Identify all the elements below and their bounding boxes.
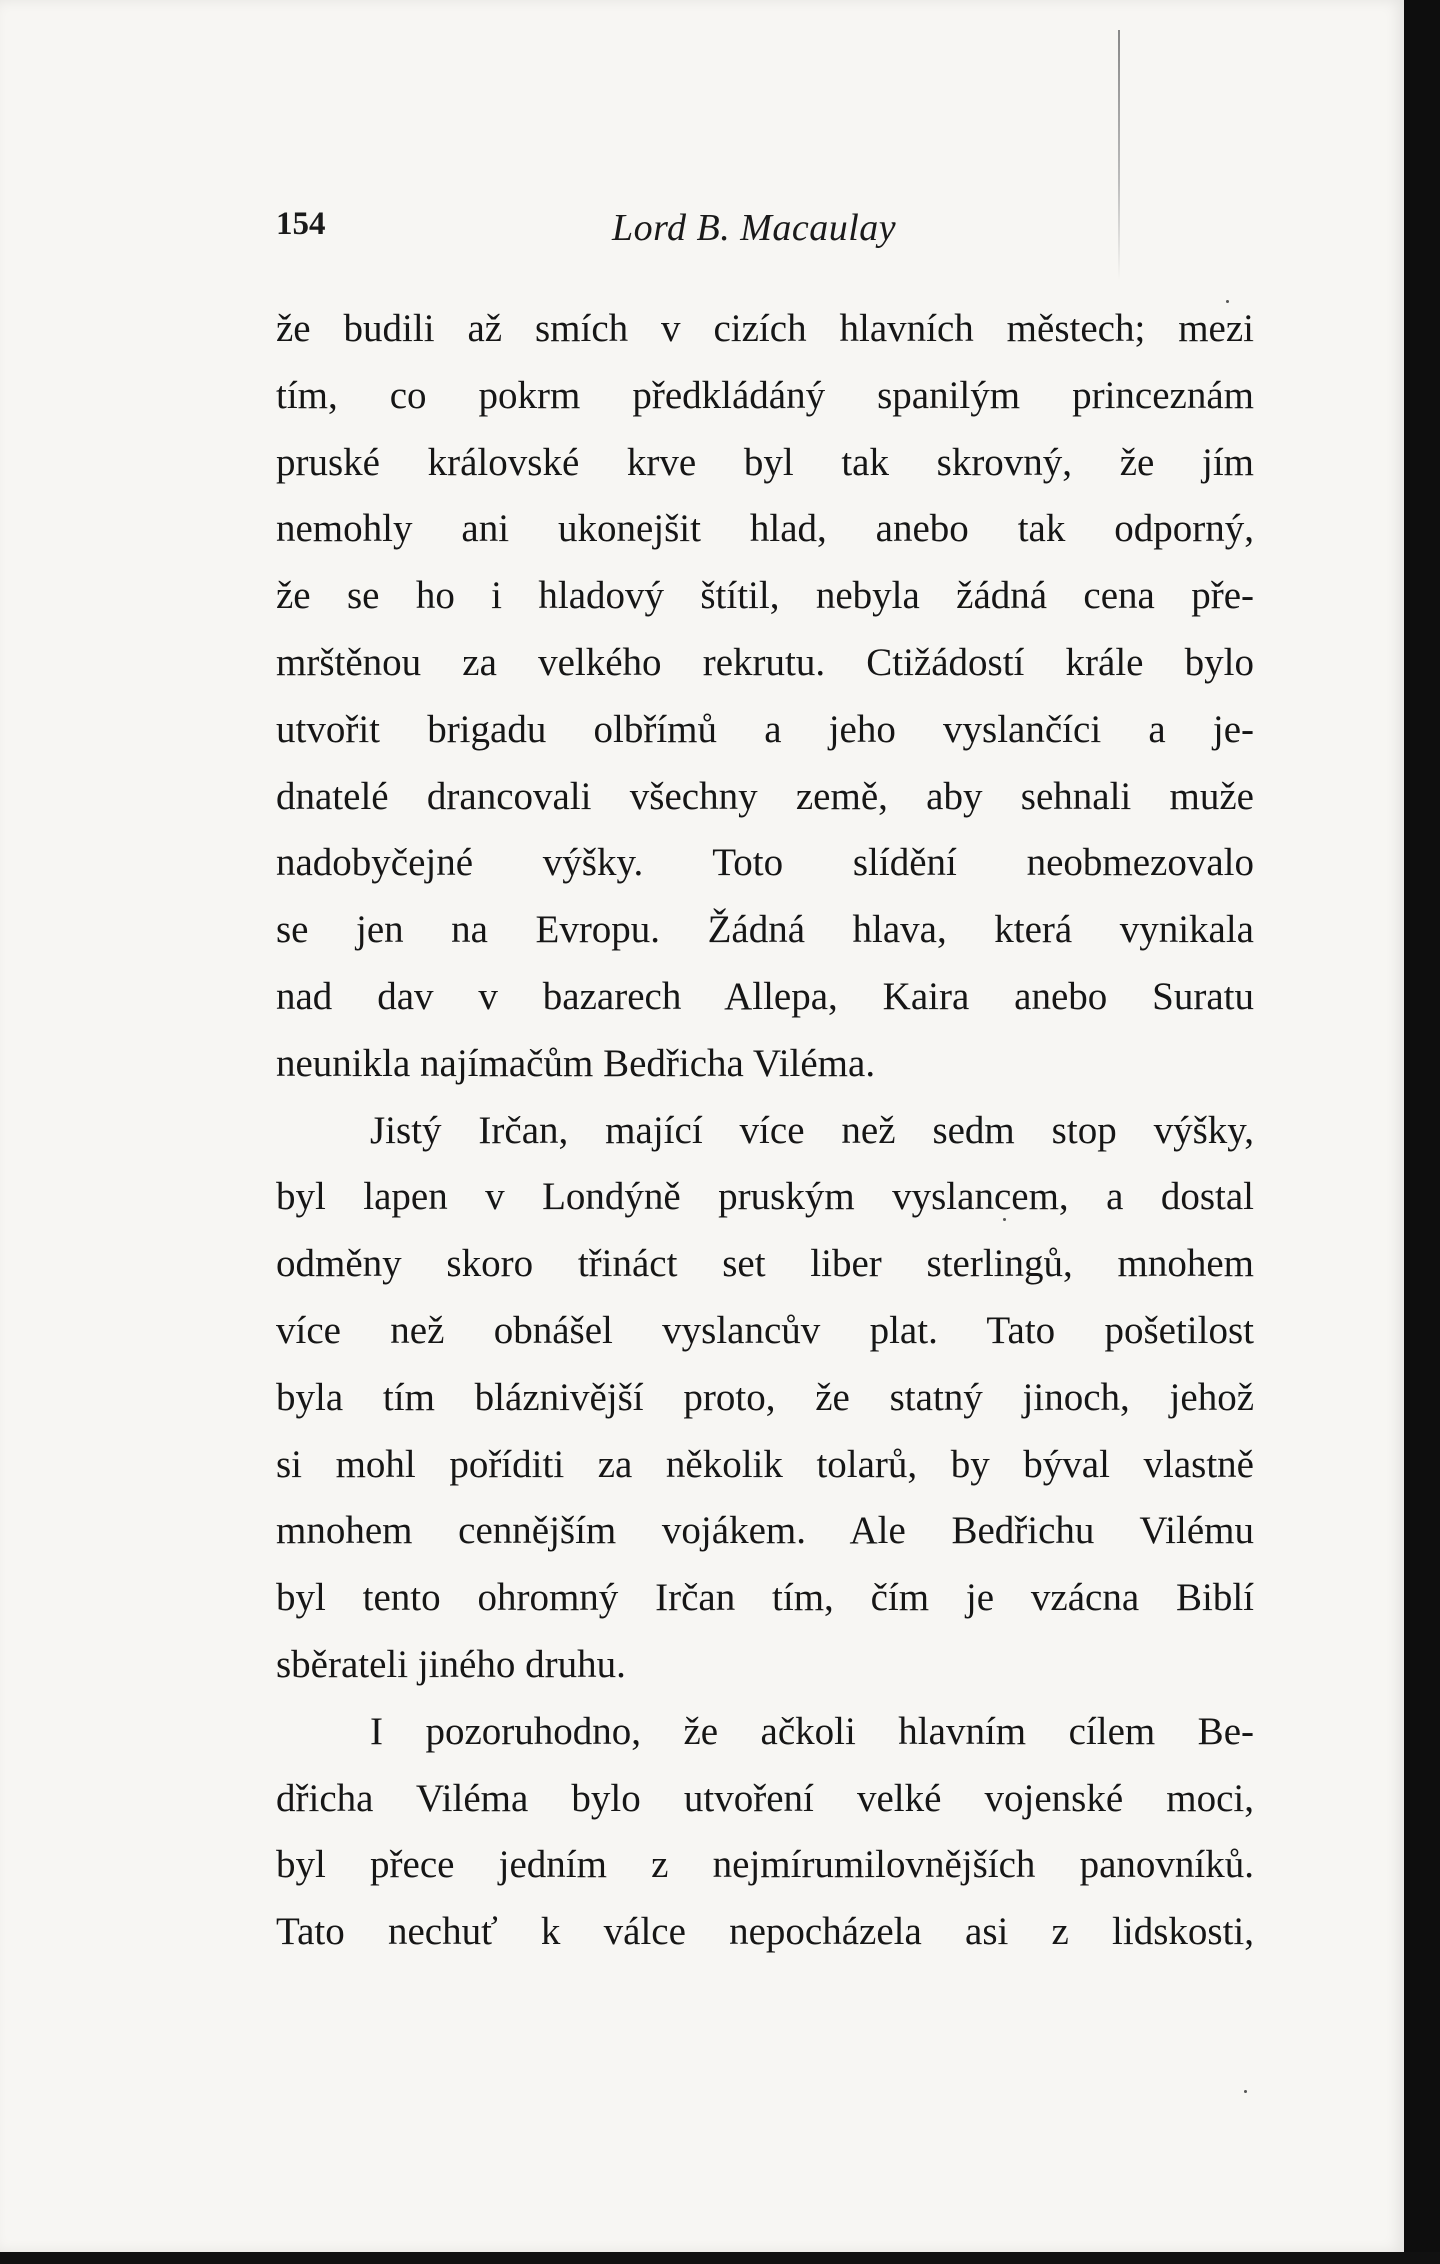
text-line: nadobyčejné výšky. Toto slídění neobmezovalo bbox=[276, 841, 1254, 885]
text-line: si mohl poříditi za několik tolarů, by býval vlastně bbox=[276, 1442, 1254, 1486]
scan-edge-right bbox=[1404, 0, 1440, 2264]
text-line: pruské královské krve byl tak skrovný, že jím bbox=[276, 440, 1254, 484]
text-line: nad dav v bazarech Allepa, Kaira anebo Suratu bbox=[276, 974, 1254, 1018]
text-line: byl přece jedním z nejmírumilovnějších panovníků. bbox=[276, 1843, 1254, 1887]
paragraph-3 bbox=[276, 1699, 1254, 1966]
text-line: byla tím bláznivější proto, že statný jinoch, jehož bbox=[276, 1375, 1254, 1419]
text-line: utvořit brigadu olbřímů a jeho vyslančíci a je- bbox=[276, 707, 1254, 751]
text-line: tím, co pokrm předkládáný spanilým princeznám bbox=[276, 373, 1254, 417]
text-line: nemohly ani ukonejšit hlad, anebo tak odporný, bbox=[276, 507, 1254, 551]
text-line: mrštěnou za velkého rekrutu. Ctižádostí krále bylo bbox=[276, 640, 1254, 684]
text-line: dnatelé drancovali všechny země, aby sehnali muže bbox=[276, 774, 1254, 818]
text-line: více než obnášel vyslancův plat. Tato pošetilost bbox=[276, 1308, 1254, 1352]
scan-edge-bottom bbox=[0, 2252, 1440, 2264]
text-line: že budili až smích v cizích hlavních městech; mezi bbox=[276, 307, 1254, 350]
print-speck bbox=[1244, 2090, 1247, 2093]
text-line: Tato nechuť k válce nepocházela asi z lidskosti, bbox=[276, 1910, 1254, 1954]
text-line: byl lapen v Londýně pruským vyslancem, a dostal bbox=[276, 1175, 1254, 1219]
text-line: Jistý Irčan, mající více než sedm stop výšky, bbox=[370, 1108, 1254, 1152]
text-line: odměny skoro třináct set liber sterlingů, mnohem bbox=[276, 1242, 1254, 1286]
paragraph-2 bbox=[276, 1098, 1254, 1699]
page-header bbox=[276, 206, 1254, 254]
text-line: byl tento ohromný Irčan tím, čím je vzácna Biblí bbox=[276, 1576, 1254, 1620]
page-number: 154 bbox=[276, 206, 326, 242]
running-title: Lord B. Macaulay bbox=[612, 207, 897, 249]
body-text bbox=[276, 296, 1254, 1966]
text-line: sběrateli jiného druhu. bbox=[276, 1642, 626, 1686]
text-line: že se ho i hladový štítil, nebyla žádná cena pře- bbox=[276, 574, 1254, 618]
paragraph-1 bbox=[276, 296, 1254, 1098]
text-line: se jen na Evropu. Žádná hlava, která vynikala bbox=[276, 908, 1254, 952]
text-line: I pozoruhodno, že ačkoli hlavním cílem Be- bbox=[370, 1709, 1254, 1753]
text-line: neunikla najímačům Bedřicha Viléma. bbox=[276, 1041, 876, 1085]
text-line: mnohem cennějším vojákem. Ale Bedřichu Vilému bbox=[276, 1509, 1254, 1553]
text-line: dřicha Viléma bylo utvoření velké vojenské moci, bbox=[276, 1776, 1254, 1820]
